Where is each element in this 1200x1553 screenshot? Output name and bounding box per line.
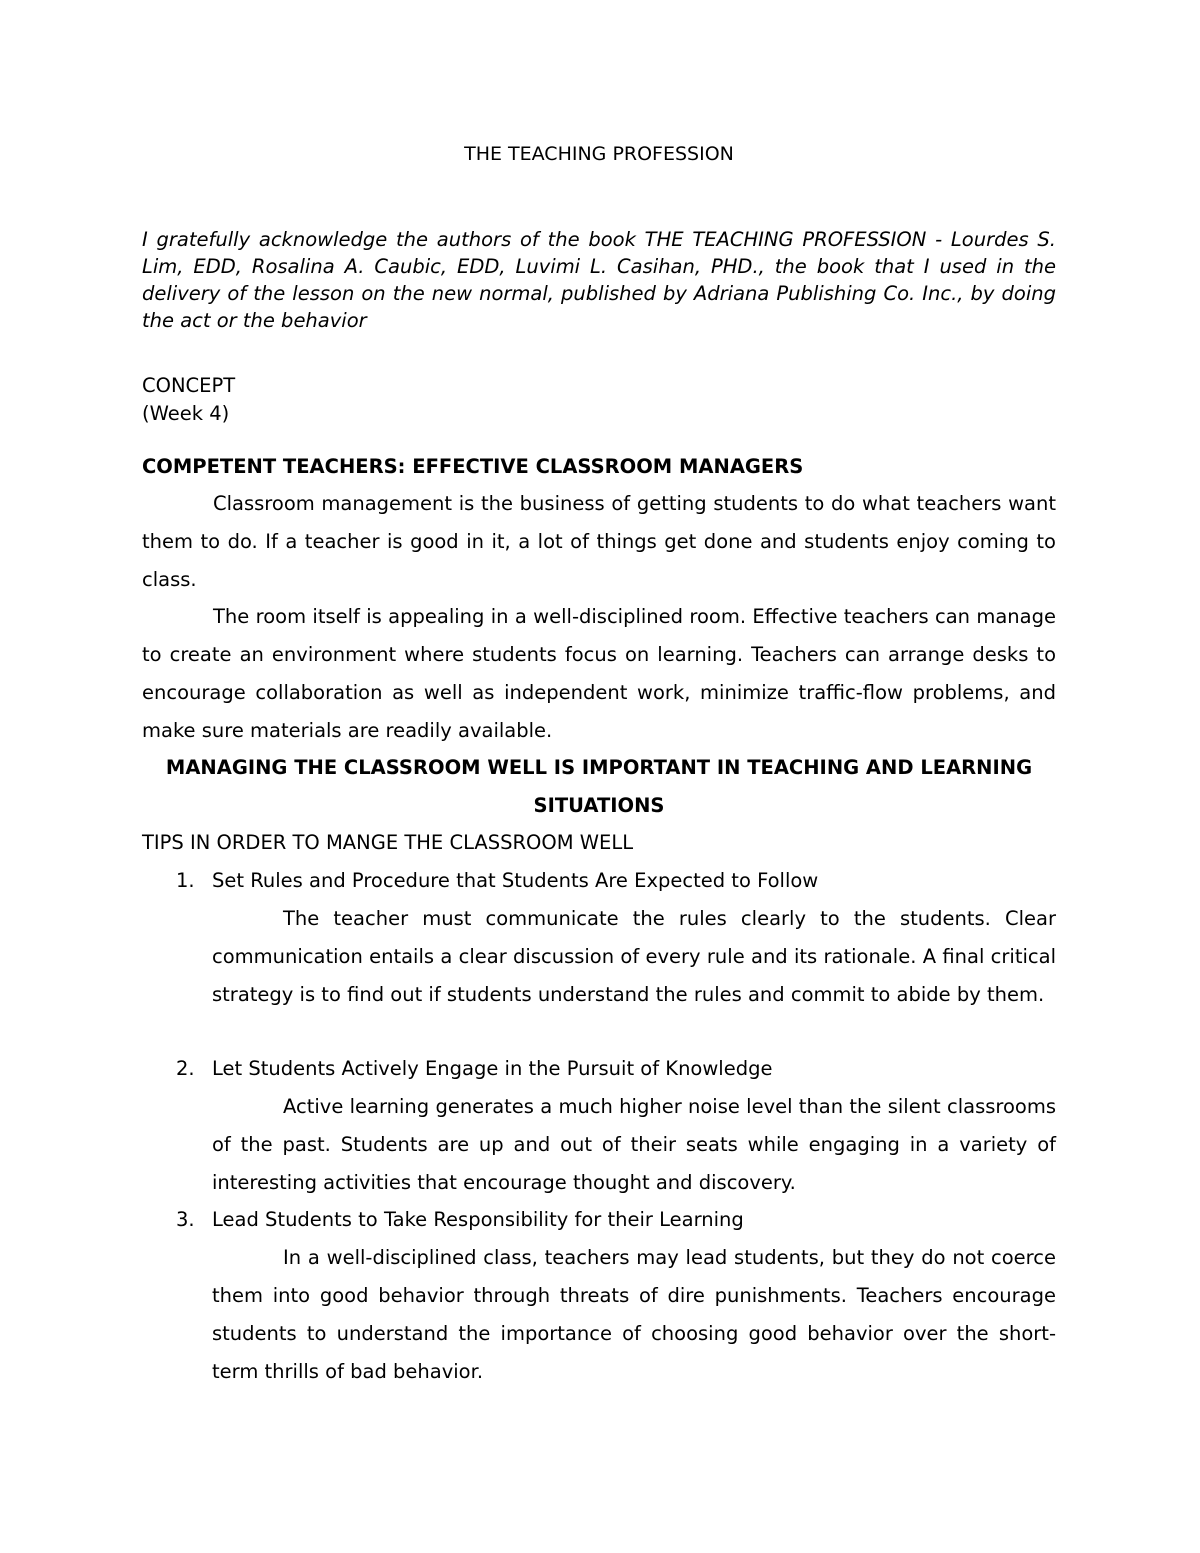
acknowledgement-paragraph: I gratefully acknowledge the authors of the book THE TEACHING PROFESSION - Lourdes S. Lim, EDD, Rosalina A. Caubic, EDD, Luvimi L. Casihan, PHD., the book that I used in the delivery of the lesson on the new normal, published by Adriana Publishing Co. Inc., by doing the act or the behavior bbox=[142, 228, 1056, 332]
list-item-body: In a well-disciplined class, teachers may lead students, but they do not coerce them into good behavior through threats of dire punishments. Teachers encourage students to understand the importance of choosing good behavior over the short-term thrills of bad behavior. bbox=[212, 1246, 1056, 1383]
tips-title: TIPS IN ORDER TO MANGE THE CLASSROOM WELL bbox=[142, 831, 634, 854]
list-number: 1. bbox=[176, 869, 195, 892]
paragraph-room-environment: The room itself is appealing in a well-disciplined room. Effective teachers can manage to create an environment where students focus on learning. Teachers can arrange desks to encourage collaboration as well as independent work, minimize traffic-flow problems, and make sure materials are readily available. bbox=[142, 605, 1056, 742]
section-heading: COMPETENT TEACHERS: EFFECTIVE CLASSROOM MANAGERS bbox=[142, 455, 804, 478]
week-label: (Week 4) bbox=[142, 402, 230, 425]
list-item-body: Active learning generates a much higher noise level than the silent classrooms of the past. Students are up and out of their seats while engaging in a variety of interesting activities that encourage thought and discovery. bbox=[212, 1095, 1056, 1194]
list-item-body: The teacher must communicate the rules clearly to the students. Clear communication entails a clear discussion of every rule and its rationale. A final critical strategy is to find out if students understand the rules and commit to abide by them. bbox=[212, 907, 1056, 1006]
list-number: 3. bbox=[176, 1208, 195, 1231]
concept-label: CONCEPT bbox=[142, 374, 236, 397]
list-item-heading: Let Students Actively Engage in the Pursuit of Knowledge bbox=[212, 1057, 773, 1080]
list-number: 2. bbox=[176, 1057, 195, 1080]
list-item-heading: Lead Students to Take Responsibility for their Learning bbox=[212, 1208, 744, 1231]
subheading: MANAGING THE CLASSROOM WELL IS IMPORTANT IN TEACHING AND LEARNING SITUATIONS bbox=[165, 756, 1033, 817]
document-title: THE TEACHING PROFESSION bbox=[464, 143, 734, 165]
paragraph-classroom-management: Classroom management is the business of getting students to do what teachers want them to do. If a teacher is good in it, a lot of things get done and students enjoy coming to class. bbox=[142, 492, 1056, 591]
list-item-heading: Set Rules and Procedure that Students Are Expected to Follow bbox=[212, 869, 819, 892]
